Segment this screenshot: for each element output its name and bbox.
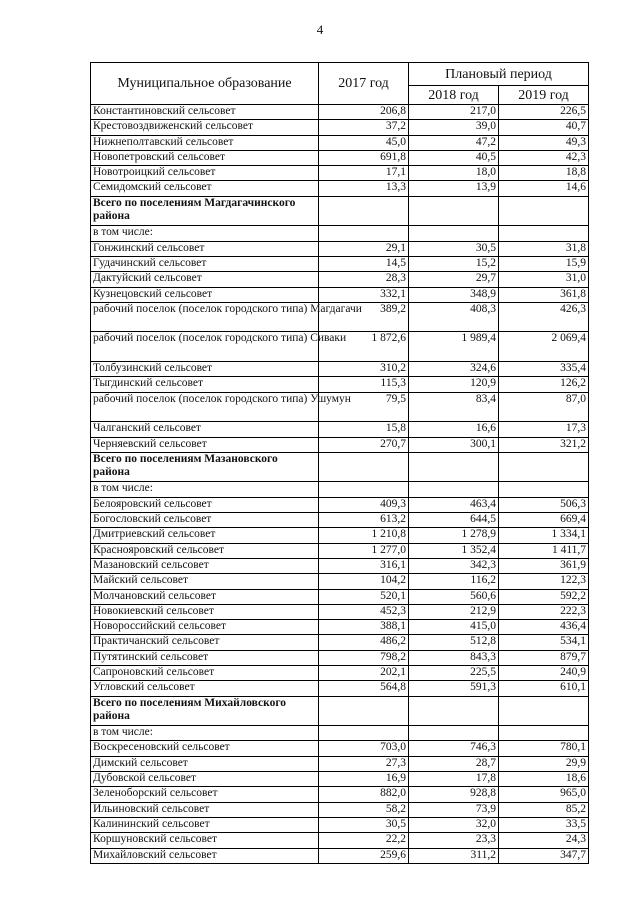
cell-value-2019: 1 334,1 bbox=[499, 528, 589, 543]
cell-entity-name: рабочий поселок (поселок городского типа) Магдагачи bbox=[91, 302, 319, 332]
cell-value-2018: 23,3 bbox=[409, 833, 499, 848]
cell-value-2017: 316,1 bbox=[319, 558, 409, 573]
cell-value-2019: 31,8 bbox=[499, 241, 589, 256]
cell-value-2018: 342,3 bbox=[409, 558, 499, 573]
cell-value-2018 bbox=[409, 196, 499, 226]
table-row bbox=[91, 620, 589, 635]
table-row bbox=[91, 802, 589, 817]
cell-value-2019: 122,3 bbox=[499, 574, 589, 589]
table-row bbox=[91, 833, 589, 848]
cell-value-2019: 592,2 bbox=[499, 589, 589, 604]
cell-value-2017: 30,5 bbox=[319, 817, 409, 832]
cell-value-2017: 28,3 bbox=[319, 272, 409, 287]
cell-entity-name: Нижнеполтавский сельсовет bbox=[91, 135, 319, 150]
table-row bbox=[91, 787, 589, 802]
cell-value-2019: 49,3 bbox=[499, 135, 589, 150]
budget-table bbox=[90, 62, 589, 864]
table-row bbox=[91, 422, 589, 437]
cell-value-2017: 45,0 bbox=[319, 135, 409, 150]
cell-value-2018: 843,3 bbox=[409, 650, 499, 665]
cell-value-2017 bbox=[319, 726, 409, 741]
cell-value-2019: 669,4 bbox=[499, 513, 589, 528]
cell-value-2019: 18,6 bbox=[499, 772, 589, 787]
table-row bbox=[91, 226, 589, 241]
cell-value-2019 bbox=[499, 226, 589, 241]
cell-value-2019: 17,3 bbox=[499, 422, 589, 437]
cell-value-2017: 202,1 bbox=[319, 665, 409, 680]
cell-value-2019: 780,1 bbox=[499, 741, 589, 756]
cell-value-2019 bbox=[499, 452, 589, 482]
cell-value-2019: 965,0 bbox=[499, 787, 589, 802]
cell-entity-name: Воскресеновский сельсовет bbox=[91, 741, 319, 756]
cell-value-2018: 928,8 bbox=[409, 787, 499, 802]
cell-entity-name: в том числе: bbox=[91, 726, 319, 741]
cell-value-2019: 506,3 bbox=[499, 497, 589, 512]
table-row bbox=[91, 772, 589, 787]
cell-entity-name: Новокиевский сельсовет bbox=[91, 604, 319, 619]
cell-value-2017: 58,2 bbox=[319, 802, 409, 817]
cell-entity-name: Михайловский сельсовет bbox=[91, 848, 319, 863]
table-row bbox=[91, 681, 589, 696]
cell-value-2019 bbox=[499, 196, 589, 226]
cell-value-2017 bbox=[319, 696, 409, 726]
cell-value-2018: 83,4 bbox=[409, 392, 499, 422]
table-row bbox=[91, 756, 589, 771]
cell-value-2019: 361,9 bbox=[499, 558, 589, 573]
cell-value-2017: 520,1 bbox=[319, 589, 409, 604]
cell-value-2019: 126,2 bbox=[499, 377, 589, 392]
cell-entity-name: Белояровский сельсовет bbox=[91, 497, 319, 512]
cell-value-2017: 16,9 bbox=[319, 772, 409, 787]
header-2017: 2017 год bbox=[319, 63, 409, 105]
cell-value-2017: 486,2 bbox=[319, 635, 409, 650]
cell-value-2019: 29,9 bbox=[499, 756, 589, 771]
table-row bbox=[91, 665, 589, 680]
cell-entity-name: Тыгдинский сельсовет bbox=[91, 377, 319, 392]
cell-value-2017 bbox=[319, 196, 409, 226]
cell-entity-name: Дубовской сельсовет bbox=[91, 772, 319, 787]
cell-value-2017: 564,8 bbox=[319, 681, 409, 696]
cell-value-2018: 300,1 bbox=[409, 437, 499, 452]
cell-entity-name: Майский сельсовет bbox=[91, 574, 319, 589]
cell-value-2018: 212,9 bbox=[409, 604, 499, 619]
cell-value-2017: 13,3 bbox=[319, 181, 409, 196]
cell-value-2017: 1 210,8 bbox=[319, 528, 409, 543]
cell-value-2017 bbox=[319, 226, 409, 241]
cell-value-2017: 115,3 bbox=[319, 377, 409, 392]
cell-value-2019 bbox=[499, 696, 589, 726]
table-row bbox=[91, 497, 589, 512]
header-2018: 2018 год bbox=[409, 86, 499, 105]
cell-entity-name: Практичанский сельсовет bbox=[91, 635, 319, 650]
cell-entity-name: Путятинский сельсовет bbox=[91, 650, 319, 665]
cell-value-2018: 39,0 bbox=[409, 120, 499, 135]
cell-entity-name: Новороссийский сельсовет bbox=[91, 620, 319, 635]
cell-value-2019: 2 069,4 bbox=[499, 332, 589, 362]
cell-value-2018: 120,9 bbox=[409, 377, 499, 392]
cell-value-2018: 13,9 bbox=[409, 181, 499, 196]
cell-value-2018: 311,2 bbox=[409, 848, 499, 863]
cell-value-2018: 348,9 bbox=[409, 287, 499, 302]
cell-value-2018 bbox=[409, 226, 499, 241]
cell-entity-name: рабочий поселок (поселок городского типа) Сиваки bbox=[91, 332, 319, 362]
table-row bbox=[91, 589, 589, 604]
table-row bbox=[91, 272, 589, 287]
cell-value-2019: 610,1 bbox=[499, 681, 589, 696]
table-row bbox=[91, 741, 589, 756]
cell-value-2017: 206,8 bbox=[319, 105, 409, 120]
cell-value-2019: 426,3 bbox=[499, 302, 589, 332]
cell-value-2017: 1 277,0 bbox=[319, 543, 409, 558]
cell-entity-name: Краснояровский сельсовет bbox=[91, 543, 319, 558]
cell-entity-name: Кузнецовский сельсовет bbox=[91, 287, 319, 302]
table-row bbox=[91, 558, 589, 573]
cell-value-2018: 32,0 bbox=[409, 817, 499, 832]
cell-entity-name: Всего по поселениям Магдагачинского района bbox=[91, 196, 319, 226]
table-row bbox=[91, 848, 589, 863]
cell-value-2017: 14,5 bbox=[319, 256, 409, 271]
cell-value-2017: 259,6 bbox=[319, 848, 409, 863]
table-row bbox=[91, 543, 589, 558]
cell-value-2019: 879,7 bbox=[499, 650, 589, 665]
cell-value-2019: 24,3 bbox=[499, 833, 589, 848]
table-row bbox=[91, 332, 589, 362]
cell-value-2018: 40,5 bbox=[409, 150, 499, 165]
cell-value-2017: 270,7 bbox=[319, 437, 409, 452]
cell-value-2018: 512,8 bbox=[409, 635, 499, 650]
cell-value-2019: 347,7 bbox=[499, 848, 589, 863]
cell-value-2019: 361,8 bbox=[499, 287, 589, 302]
cell-value-2017: 389,2 bbox=[319, 302, 409, 332]
table-row bbox=[91, 181, 589, 196]
cell-value-2018: 1 989,4 bbox=[409, 332, 499, 362]
cell-entity-name: Сапроновский сельсовет bbox=[91, 665, 319, 680]
cell-value-2017: 29,1 bbox=[319, 241, 409, 256]
cell-value-2018: 73,9 bbox=[409, 802, 499, 817]
cell-value-2018: 1 278,9 bbox=[409, 528, 499, 543]
cell-value-2018: 116,2 bbox=[409, 574, 499, 589]
cell-value-2017: 104,2 bbox=[319, 574, 409, 589]
table-row bbox=[91, 513, 589, 528]
cell-value-2019: 40,7 bbox=[499, 120, 589, 135]
cell-value-2019: 222,3 bbox=[499, 604, 589, 619]
cell-entity-name: Черняевский сельсовет bbox=[91, 437, 319, 452]
cell-value-2018: 225,5 bbox=[409, 665, 499, 680]
table-row bbox=[91, 817, 589, 832]
cell-value-2018: 47,2 bbox=[409, 135, 499, 150]
cell-value-2018 bbox=[409, 482, 499, 497]
table-row bbox=[91, 482, 589, 497]
cell-value-2018: 17,8 bbox=[409, 772, 499, 787]
cell-value-2018: 560,6 bbox=[409, 589, 499, 604]
cell-value-2018: 1 352,4 bbox=[409, 543, 499, 558]
cell-value-2019: 42,3 bbox=[499, 150, 589, 165]
cell-entity-name: Гудачинский сельсовет bbox=[91, 256, 319, 271]
cell-entity-name: Гонжинский сельсовет bbox=[91, 241, 319, 256]
cell-entity-name: Угловский сельсовет bbox=[91, 681, 319, 696]
cell-value-2019: 14,6 bbox=[499, 181, 589, 196]
cell-value-2017: 452,3 bbox=[319, 604, 409, 619]
table-row bbox=[91, 241, 589, 256]
cell-entity-name: Толбузинский сельсовет bbox=[91, 362, 319, 377]
page-number: 4 bbox=[316, 22, 324, 37]
cell-entity-name: Богословский сельсовет bbox=[91, 513, 319, 528]
cell-value-2017: 310,2 bbox=[319, 362, 409, 377]
cell-value-2017: 27,3 bbox=[319, 756, 409, 771]
cell-entity-name: Зеленоборский сельсовет bbox=[91, 787, 319, 802]
cell-value-2017: 79,5 bbox=[319, 392, 409, 422]
table-row bbox=[91, 528, 589, 543]
table-row bbox=[91, 635, 589, 650]
header-entity: Муниципальное образование bbox=[91, 63, 319, 105]
cell-value-2017: 703,0 bbox=[319, 741, 409, 756]
cell-value-2019: 240,9 bbox=[499, 665, 589, 680]
cell-entity-name: Коршуновский сельсовет bbox=[91, 833, 319, 848]
cell-entity-name: Новопетровский сельсовет bbox=[91, 150, 319, 165]
cell-value-2019: 85,2 bbox=[499, 802, 589, 817]
cell-entity-name: в том числе: bbox=[91, 226, 319, 241]
cell-value-2017: 1 872,6 bbox=[319, 332, 409, 362]
cell-entity-name: Калининский сельсовет bbox=[91, 817, 319, 832]
cell-value-2018 bbox=[409, 452, 499, 482]
cell-value-2019: 534,1 bbox=[499, 635, 589, 650]
cell-value-2017: 15,8 bbox=[319, 422, 409, 437]
cell-value-2019: 31,0 bbox=[499, 272, 589, 287]
cell-entity-name: Всего по поселениям Михайловского района bbox=[91, 696, 319, 726]
table-row bbox=[91, 287, 589, 302]
table-row-total bbox=[91, 452, 589, 482]
cell-entity-name: в том числе: bbox=[91, 482, 319, 497]
cell-value-2018: 16,6 bbox=[409, 422, 499, 437]
cell-value-2018: 415,0 bbox=[409, 620, 499, 635]
cell-entity-name: Молчановский сельсовет bbox=[91, 589, 319, 604]
cell-value-2018: 644,5 bbox=[409, 513, 499, 528]
cell-value-2019 bbox=[499, 726, 589, 741]
cell-value-2018: 217,0 bbox=[409, 105, 499, 120]
cell-entity-name: Дмитриевский сельсовет bbox=[91, 528, 319, 543]
cell-value-2017: 17,1 bbox=[319, 166, 409, 181]
table-row bbox=[91, 650, 589, 665]
cell-value-2018: 324,6 bbox=[409, 362, 499, 377]
cell-value-2018 bbox=[409, 726, 499, 741]
cell-value-2018: 408,3 bbox=[409, 302, 499, 332]
table-row bbox=[91, 574, 589, 589]
cell-entity-name: рабочий поселок (поселок городского типа) Ушумун bbox=[91, 392, 319, 422]
table-row bbox=[91, 120, 589, 135]
cell-entity-name: Димский сельсовет bbox=[91, 756, 319, 771]
cell-value-2019: 87,0 bbox=[499, 392, 589, 422]
cell-value-2017: 409,3 bbox=[319, 497, 409, 512]
table-row-total bbox=[91, 696, 589, 726]
cell-value-2019: 18,8 bbox=[499, 166, 589, 181]
table-row bbox=[91, 166, 589, 181]
cell-value-2018: 28,7 bbox=[409, 756, 499, 771]
cell-value-2018: 463,4 bbox=[409, 497, 499, 512]
cell-entity-name: Мазановский сельсовет bbox=[91, 558, 319, 573]
cell-entity-name: Всего по поселениям Мазановского района bbox=[91, 452, 319, 482]
cell-value-2018: 30,5 bbox=[409, 241, 499, 256]
cell-value-2018: 591,3 bbox=[409, 681, 499, 696]
header-2019: 2019 год bbox=[499, 86, 589, 105]
cell-value-2018: 15,2 bbox=[409, 256, 499, 271]
table-row bbox=[91, 150, 589, 165]
table-row bbox=[91, 604, 589, 619]
table-row bbox=[91, 105, 589, 120]
table-row bbox=[91, 392, 589, 422]
cell-value-2019: 15,9 bbox=[499, 256, 589, 271]
cell-entity-name: Новотроицкий сельсовет bbox=[91, 166, 319, 181]
cell-value-2018: 29,7 bbox=[409, 272, 499, 287]
cell-value-2019: 33,5 bbox=[499, 817, 589, 832]
table-row bbox=[91, 437, 589, 452]
cell-value-2017: 332,1 bbox=[319, 287, 409, 302]
cell-entity-name: Семидомский сельсовет bbox=[91, 181, 319, 196]
cell-entity-name: Ильиновский сельсовет bbox=[91, 802, 319, 817]
cell-value-2018: 746,3 bbox=[409, 741, 499, 756]
cell-value-2017: 37,2 bbox=[319, 120, 409, 135]
cell-value-2017: 691,8 bbox=[319, 150, 409, 165]
cell-value-2017: 388,1 bbox=[319, 620, 409, 635]
cell-value-2019: 436,4 bbox=[499, 620, 589, 635]
cell-value-2017: 798,2 bbox=[319, 650, 409, 665]
cell-entity-name: Чалганский сельсовет bbox=[91, 422, 319, 437]
cell-value-2018: 18,0 bbox=[409, 166, 499, 181]
table-row bbox=[91, 377, 589, 392]
cell-value-2018 bbox=[409, 696, 499, 726]
table-row bbox=[91, 135, 589, 150]
cell-value-2019: 321,2 bbox=[499, 437, 589, 452]
cell-entity-name: Крестовоздвиженский сельсовет bbox=[91, 120, 319, 135]
cell-value-2017: 882,0 bbox=[319, 787, 409, 802]
cell-value-2019: 335,4 bbox=[499, 362, 589, 377]
cell-value-2017: 22,2 bbox=[319, 833, 409, 848]
table-row bbox=[91, 362, 589, 377]
table-body bbox=[91, 105, 589, 864]
table-row bbox=[91, 256, 589, 271]
cell-value-2019: 226,5 bbox=[499, 105, 589, 120]
cell-value-2019: 1 411,7 bbox=[499, 543, 589, 558]
table-row-total bbox=[91, 196, 589, 226]
header-planned-period: Плановый период bbox=[409, 63, 589, 86]
cell-value-2017: 613,2 bbox=[319, 513, 409, 528]
cell-entity-name: Константиновский сельсовет bbox=[91, 105, 319, 120]
cell-value-2019 bbox=[499, 482, 589, 497]
cell-value-2017 bbox=[319, 482, 409, 497]
table-row bbox=[91, 726, 589, 741]
cell-value-2017 bbox=[319, 452, 409, 482]
table-row bbox=[91, 302, 589, 332]
cell-entity-name: Дактуйский сельсовет bbox=[91, 272, 319, 287]
